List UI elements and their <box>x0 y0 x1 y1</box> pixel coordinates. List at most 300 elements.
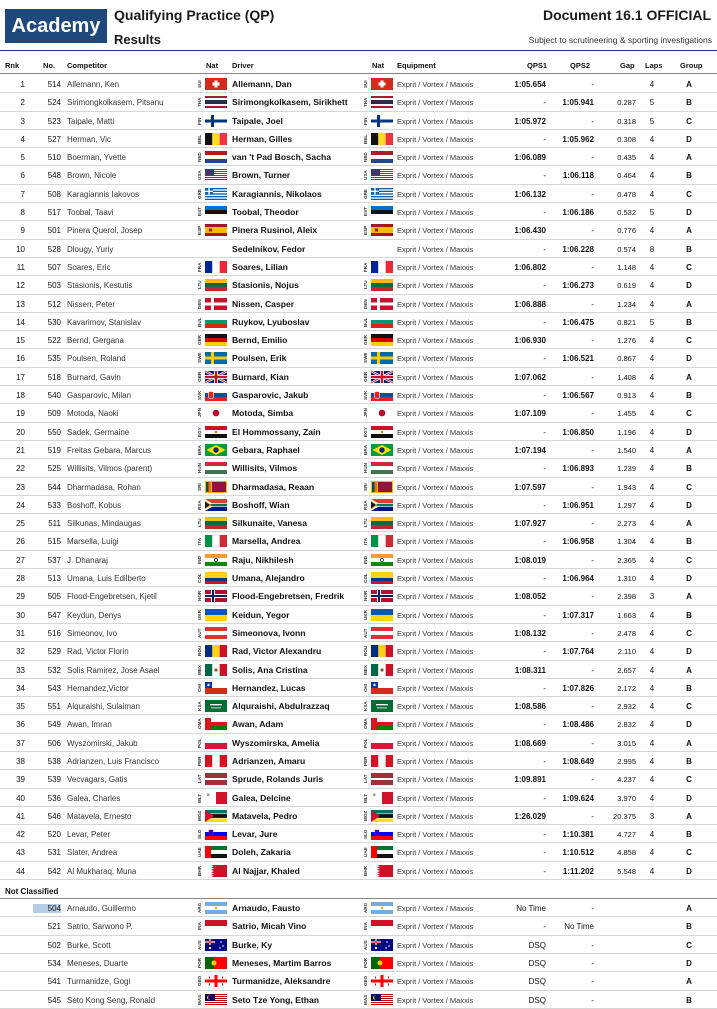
kart-number-cell: 502 <box>47 940 61 950</box>
nat-code: POL <box>197 737 202 748</box>
session-title: Qualifying Practice (QP) <box>114 7 275 23</box>
rank-cell: 20 <box>16 427 25 437</box>
nat-code: USA <box>197 170 202 181</box>
rank-cell: 19 <box>16 409 25 419</box>
rank-cell: 5 <box>20 153 25 163</box>
driver-flag-icon <box>364 242 394 256</box>
equipment-cell: Exprit / Vortex / Maxxis <box>397 372 474 382</box>
rank-cell: 32 <box>16 647 25 657</box>
col-competitor: Competitor <box>67 61 107 70</box>
nat-code: ROU <box>363 646 368 657</box>
kart-number-cell: 516 <box>47 628 61 638</box>
equipment-cell: Exprit / Vortex / Maxxis <box>397 958 474 968</box>
competitor-cell: Poulsen, Roland <box>67 354 126 364</box>
not-classified-row <box>0 936 717 954</box>
nat-code: ARG <box>197 902 202 914</box>
kart-number-cell: 549 <box>47 720 61 730</box>
driver-cell: Arnaudo, Fausto <box>232 903 301 914</box>
competitor-flag-icon <box>198 956 228 970</box>
equipment-cell: Exprit / Vortex / Maxxis <box>397 299 474 309</box>
nat-code: BUL <box>363 317 368 327</box>
equipment-cell: Exprit / Vortex / Maxxis <box>397 977 474 987</box>
qps2-cell: - <box>591 336 594 346</box>
gap-cell: 0.821 <box>617 317 636 327</box>
equipment-cell: Exprit / Vortex / Maxxis <box>397 738 474 748</box>
qps1-cell: 1:08.052 <box>514 592 546 602</box>
qps2-cell: 1:09.624 <box>562 793 594 803</box>
qps1-cell: - <box>543 537 546 547</box>
nat-code: AUT <box>363 628 368 638</box>
gap-cell: 0.574 <box>617 244 636 254</box>
column-headers <box>0 58 717 74</box>
competitor-cell: Rad, Victor Florin <box>67 647 129 657</box>
driver-cell: Burnard, Kian <box>232 371 289 382</box>
qps2-cell: 1:06.850 <box>562 427 594 437</box>
kart-number-cell: 545 <box>47 995 61 1005</box>
kart-number-cell: 531 <box>47 848 61 858</box>
driver-cell: Herman, Gilles <box>232 133 293 144</box>
competitor-cell: Sirimongkolkasem, Pitsanu <box>67 98 164 108</box>
qps2-cell: - <box>591 702 594 712</box>
equipment-cell: Exprit / Vortex / Maxxis <box>397 922 474 932</box>
nat-code: BHR <box>197 865 202 876</box>
competitor-cell: Marsella, Luigi <box>67 537 119 547</box>
gap-cell: 3.970 <box>617 793 636 803</box>
kart-number-cell: 524 <box>47 98 61 108</box>
subject-note: Subject to scrutineering & sporting investigations <box>528 35 712 45</box>
rank-cell: 40 <box>16 793 25 803</box>
qps2-cell: 1:06.475 <box>562 317 594 327</box>
col-driver: Driver <box>232 61 254 70</box>
driver-flag-icon <box>364 333 394 347</box>
driver-flag-icon <box>364 553 394 567</box>
results-table <box>0 75 717 1009</box>
nat-code: FIN <box>363 116 368 125</box>
kart-number-cell: 547 <box>47 610 61 620</box>
competitor-cell: Toobal, Taavi <box>67 208 114 218</box>
driver-cell: Wyszomirska, Amelia <box>232 737 320 748</box>
qps1-cell: - <box>543 756 546 766</box>
qps2-cell: - <box>591 811 594 821</box>
nat-code: GEO <box>363 976 368 987</box>
rank-cell: 17 <box>16 372 25 382</box>
nat-code: DEN <box>197 298 202 309</box>
driver-flag-icon <box>364 974 394 988</box>
qps2-cell: - <box>591 226 594 236</box>
group-cell: D <box>686 134 692 144</box>
result-row <box>0 459 717 477</box>
kart-number-cell: 544 <box>47 482 61 492</box>
equipment-cell: Exprit / Vortex / Maxxis <box>397 756 474 766</box>
kart-number-cell: 518 <box>47 372 61 382</box>
competitor-flag-icon <box>198 168 228 182</box>
qps2-cell: 1:06.273 <box>562 281 594 291</box>
group-cell: A <box>686 299 692 309</box>
competitor-flag-icon <box>198 223 228 237</box>
competitor-flag-icon <box>198 150 228 164</box>
driver-cell: Motoda, Simba <box>232 408 294 419</box>
gap-cell: 2.657 <box>617 665 636 675</box>
nat-code: HUN <box>363 463 368 474</box>
qps1-cell: - <box>543 208 546 218</box>
gap-cell: 1.148 <box>617 262 636 272</box>
result-row <box>0 532 717 550</box>
qps1-cell: - <box>543 922 546 932</box>
driver-cell: Sprude, Rolands Juris <box>232 774 324 785</box>
equipment-cell: Exprit / Vortex / Maxxis <box>397 848 474 858</box>
competitor-flag-icon <box>198 644 228 658</box>
driver-flag-icon <box>364 351 394 365</box>
qps2-cell: 1:07.764 <box>562 647 594 657</box>
kart-number-cell: 551 <box>47 702 61 712</box>
equipment-cell: Exprit / Vortex / Maxxis <box>397 208 474 218</box>
driver-cell: Taipale, Joel <box>232 115 283 126</box>
equipment-cell: Exprit / Vortex / Maxxis <box>397 317 474 327</box>
equipment-cell: Exprit / Vortex / Maxxis <box>397 811 474 821</box>
equipment-cell: Exprit / Vortex / Maxxis <box>397 702 474 712</box>
gap-cell: 0.619 <box>617 281 636 291</box>
nat-code: BUL <box>197 317 202 327</box>
driver-cell: Simeonova, Ivonn <box>232 627 306 638</box>
result-row <box>0 606 717 624</box>
equipment-cell: Exprit / Vortex / Maxxis <box>397 153 474 163</box>
competitor-flag-icon <box>198 406 228 420</box>
result-row <box>0 276 717 294</box>
col-nat2: Nat <box>372 61 385 70</box>
qps2-cell: - <box>591 592 594 602</box>
driver-flag-icon <box>364 77 394 91</box>
gap-cell: 3.015 <box>617 738 636 748</box>
equipment-cell: Exprit / Vortex / Maxxis <box>397 244 474 254</box>
group-cell: D <box>686 500 692 510</box>
nat-code: EGY <box>197 426 202 437</box>
qps2-cell: - <box>591 482 594 492</box>
laps-cell: 4 <box>649 226 655 236</box>
laps-cell: 4 <box>649 354 655 364</box>
driver-cell: Matavela, Pedro <box>232 810 298 821</box>
equipment-cell: Exprit / Vortex / Maxxis <box>397 830 474 840</box>
gap-cell: 1.304 <box>617 537 636 547</box>
kart-number-cell: 548 <box>47 171 61 181</box>
competitor-flag-icon <box>198 388 228 402</box>
competitor-flag-icon <box>198 461 228 475</box>
laps-cell: 4 <box>649 738 655 748</box>
competitor-cell: Gasparovic, Milan <box>67 391 132 401</box>
laps-cell: 4 <box>649 720 655 730</box>
kart-number-cell: 542 <box>47 866 61 876</box>
driver-flag-icon <box>364 443 394 457</box>
nat-code: GER <box>197 335 202 346</box>
equipment-cell: Exprit / Vortex / Maxxis <box>397 647 474 657</box>
nat-code: HUN <box>197 463 202 474</box>
driver-flag-icon <box>364 132 394 146</box>
group-cell: C <box>686 555 692 565</box>
nat-code: EST <box>197 207 202 217</box>
qps1-cell: DSQ <box>528 977 546 987</box>
competitor-flag-icon <box>198 864 228 878</box>
result-row <box>0 313 717 331</box>
nat-code: LTU <box>197 518 202 528</box>
gap-cell: 2.932 <box>617 702 636 712</box>
result-row <box>0 203 717 221</box>
competitor-flag-icon <box>198 443 228 457</box>
competitor-flag-icon <box>198 187 228 201</box>
laps-cell: 4 <box>649 427 655 437</box>
laps-cell: 4 <box>649 555 655 565</box>
driver-flag-icon <box>364 772 394 786</box>
driver-cell: Soares, Lilian <box>232 261 288 272</box>
competitor-flag-icon <box>198 132 228 146</box>
qps2-cell: - <box>591 904 594 914</box>
nat-code: FRA <box>197 262 202 272</box>
competitor-cell: Boerman, Yvette <box>67 153 126 163</box>
competitor-flag-icon <box>198 919 228 933</box>
laps-cell: 4 <box>649 482 655 492</box>
driver-flag-icon <box>364 736 394 750</box>
qps2-cell: - <box>591 299 594 309</box>
not-classified-row <box>0 899 717 917</box>
laps-cell: 4 <box>649 610 655 620</box>
driver-flag-icon <box>364 114 394 128</box>
driver-cell: Willisits, Vilmos <box>232 463 298 474</box>
driver-flag-icon <box>364 589 394 603</box>
gap-cell: 2.995 <box>617 756 636 766</box>
laps-cell: 4 <box>649 830 655 840</box>
equipment-cell: Exprit / Vortex / Maxxis <box>397 720 474 730</box>
result-row <box>0 368 717 386</box>
nat-code: PER <box>197 756 202 766</box>
result-row <box>0 569 717 587</box>
driver-flag-icon <box>364 187 394 201</box>
group-cell: A <box>686 738 692 748</box>
qps2-cell: 1:06.964 <box>562 574 594 584</box>
nat-code: THA <box>197 97 202 108</box>
rank-cell: 22 <box>16 464 25 474</box>
competitor-cell: Wyszomirski, Jakub <box>67 738 138 748</box>
gap-cell: 1.297 <box>617 500 636 510</box>
equipment-cell: Exprit / Vortex / Maxxis <box>397 793 474 803</box>
competitor-cell: Vecvagars, Gatis <box>67 775 128 785</box>
kart-number-cell: 517 <box>47 208 61 218</box>
result-row <box>0 478 717 496</box>
result-row <box>0 697 717 715</box>
qps2-cell: - <box>591 519 594 529</box>
result-row <box>0 240 717 258</box>
competitor-flag-icon <box>198 77 228 91</box>
qps2-cell: 1:06.521 <box>562 354 594 364</box>
laps-cell: 4 <box>649 500 655 510</box>
qps2-cell: - <box>591 445 594 455</box>
group-cell: B <box>686 464 692 474</box>
driver-cell: Karagiannis, Nikolaos <box>232 188 322 199</box>
driver-cell: van 't Pad Bosch, Sacha <box>232 152 331 163</box>
competitor-cell: Hernandez,Victor <box>67 683 129 693</box>
nat-code: LAT <box>197 774 202 784</box>
kart-number-cell: 513 <box>47 574 61 584</box>
nat-code: RSA <box>197 499 202 510</box>
kart-number-cell: 509 <box>47 409 61 419</box>
qps2-cell: 1:08.486 <box>562 720 594 730</box>
nat-code: LTU <box>363 280 368 290</box>
group-cell: C <box>686 189 692 199</box>
laps-cell: 4 <box>649 80 655 89</box>
nat-code: SVK <box>363 390 368 400</box>
driver-flag-icon <box>364 534 394 548</box>
qps2-cell: 1:06.567 <box>562 391 594 401</box>
rank-cell: 31 <box>16 628 25 638</box>
qps1-cell: DSQ <box>528 995 546 1005</box>
competitor-flag-icon <box>198 736 228 750</box>
col-equipment: Equipment <box>397 61 436 70</box>
result-row <box>0 496 717 514</box>
nat-code: AUS <box>197 939 202 950</box>
driver-cell: Al Najjar, Khaled <box>232 865 300 876</box>
nat-code: ARG <box>363 902 368 914</box>
competitor-cell: Arnaudo, Guillermo <box>67 904 136 914</box>
laps-cell: 4 <box>649 665 655 675</box>
driver-flag-icon <box>364 388 394 402</box>
nat-code: FRA <box>363 262 368 272</box>
driver-flag-icon <box>364 827 394 841</box>
qps2-cell: 1:06.951 <box>562 500 594 510</box>
qps1-cell: 1:09.891 <box>514 775 546 785</box>
result-row <box>0 112 717 130</box>
group-cell: D <box>686 281 692 291</box>
result-row <box>0 752 717 770</box>
laps-cell: 4 <box>649 793 655 803</box>
competitor-cell: Satrio, Sarwono P. <box>67 922 133 932</box>
qps1-cell: 1:07.597 <box>514 482 546 492</box>
group-cell: B <box>686 610 692 620</box>
rank-cell: 43 <box>16 848 25 858</box>
driver-flag-icon <box>364 205 394 219</box>
rank-cell: 2 <box>20 98 25 108</box>
result-row <box>0 770 717 788</box>
not-classified-row <box>0 917 717 935</box>
competitor-cell: Nissen, Peter <box>67 299 116 309</box>
qps1-cell: - <box>543 244 546 254</box>
driver-cell: Toobal, Theodor <box>232 207 299 218</box>
nat-code: MOZ <box>363 810 368 821</box>
rank-cell: 37 <box>16 738 25 748</box>
qps1-cell: 1:07.194 <box>514 445 546 455</box>
rank-cell: 11 <box>16 262 25 272</box>
equipment-cell: Exprit / Vortex / Maxxis <box>397 464 474 474</box>
kart-number-cell: 508 <box>47 189 61 199</box>
driver-flag-icon <box>364 626 394 640</box>
driver-cell: Doleh, Zakaria <box>232 847 291 858</box>
result-row <box>0 221 717 239</box>
result-row <box>0 624 717 642</box>
nat-code: NED <box>363 152 368 163</box>
competitor-flag-icon <box>198 351 228 365</box>
rank-cell: 8 <box>20 208 25 218</box>
nat-code: SVK <box>197 390 202 400</box>
qps1-cell: - <box>543 647 546 657</box>
driver-cell: Pinera Rusinol, Aleix <box>232 225 318 236</box>
competitor-flag-icon <box>198 242 228 256</box>
qps1-cell: - <box>543 427 546 437</box>
kart-number-cell: 529 <box>47 647 61 657</box>
driver-cell: Ruykov, Lyuboslav <box>232 316 310 327</box>
driver-flag-icon <box>364 461 394 475</box>
competitor-flag-icon <box>198 772 228 786</box>
driver-flag-icon <box>364 406 394 420</box>
group-cell: D <box>686 208 692 218</box>
not-classified-row <box>0 954 717 972</box>
nat-code: IND <box>197 555 202 564</box>
qps2-cell: - <box>591 153 594 163</box>
competitor-flag-icon <box>198 571 228 585</box>
equipment-cell: Exprit / Vortex / Maxxis <box>397 134 474 144</box>
driver-flag-icon <box>364 681 394 695</box>
driver-cell: Raju, Nikhilesh <box>232 554 294 565</box>
group-cell: C <box>686 262 692 272</box>
result-row <box>0 679 717 697</box>
competitor-cell: Burke, Scott <box>67 940 111 950</box>
rank-cell: 14 <box>16 317 25 327</box>
competitor-cell: Al Mukharaq, Muna <box>67 866 137 876</box>
qps2-cell: 1:05.962 <box>562 134 594 144</box>
result-row <box>0 404 717 422</box>
qps1-cell: DSQ <box>528 940 546 950</box>
qps1-cell: 1:07.062 <box>514 372 546 382</box>
gap-cell: 2.110 <box>617 647 636 657</box>
nat-code: JPN <box>197 408 202 418</box>
session-subtitle: Results <box>114 32 161 47</box>
nat-code: GEO <box>197 976 202 987</box>
driver-flag-icon <box>364 370 394 384</box>
rank-cell: 10 <box>16 244 25 254</box>
driver-cell: Stasionis, Nojus <box>232 280 299 291</box>
equipment-cell: Exprit / Vortex / Maxxis <box>397 336 474 346</box>
nat-code: COL <box>197 573 202 583</box>
group-cell: D <box>686 720 692 730</box>
laps-cell: 3 <box>649 811 655 821</box>
group-cell: A <box>686 372 692 382</box>
driver-flag-icon <box>364 425 394 439</box>
competitor-cell: Slater, Andrea <box>67 848 118 858</box>
academy-logo: Academy <box>5 9 107 43</box>
qps1-cell: - <box>543 391 546 401</box>
equipment-cell: Exprit / Vortex / Maxxis <box>397 683 474 693</box>
group-cell: C <box>686 116 692 126</box>
competitor-cell: Taipale, Matti <box>67 116 115 126</box>
nat-code: OMA <box>363 719 368 730</box>
competitor-flag-icon <box>198 699 228 713</box>
rank-cell: 23 <box>16 482 25 492</box>
kart-number-cell: 533 <box>47 500 61 510</box>
laps-cell: 4 <box>649 409 655 419</box>
rank-cell: 27 <box>16 555 25 565</box>
laps-cell: 4 <box>649 391 655 401</box>
not-classified-heading: Not Classified <box>0 880 717 899</box>
group-cell: A <box>686 153 692 163</box>
nat-code: POR <box>197 957 202 968</box>
gap-cell: 0.776 <box>617 226 636 236</box>
competitor-cell: Burnard, Gavin <box>67 372 121 382</box>
rank-cell: 18 <box>16 391 25 401</box>
gap-cell: 2.365 <box>617 555 636 565</box>
group-cell: D <box>686 866 692 876</box>
qps2-cell: - <box>591 995 594 1005</box>
laps-cell: 4 <box>649 336 655 346</box>
competitor-flag-icon <box>198 333 228 347</box>
driver-cell: Awan, Adam <box>232 719 284 730</box>
rank-cell: 1 <box>20 80 25 89</box>
qps1-cell: - <box>543 317 546 327</box>
group-cell: B <box>686 922 692 932</box>
